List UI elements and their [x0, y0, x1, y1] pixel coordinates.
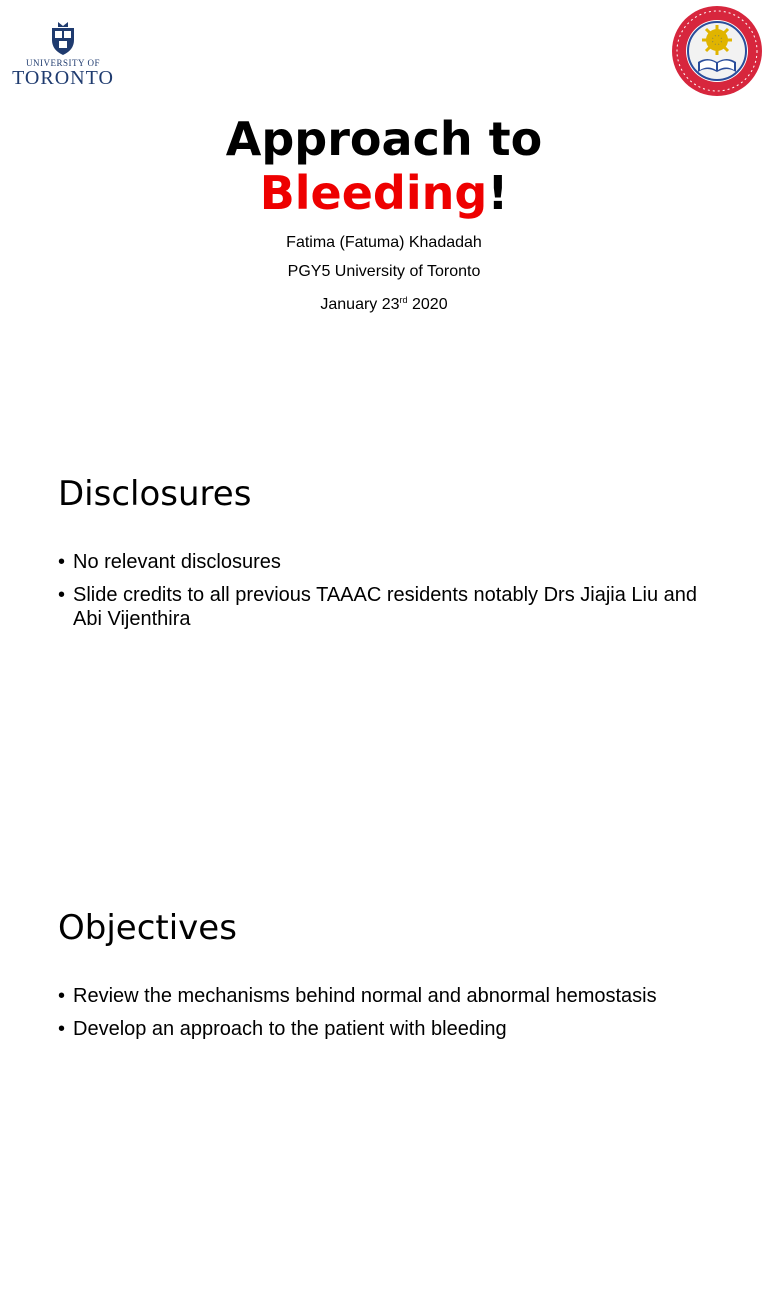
- list-item: • No relevant disclosures: [58, 550, 708, 574]
- author-name: Fatima (Fatuma) Khadadah: [286, 234, 482, 251]
- slide-heading: Objectives: [58, 908, 237, 948]
- title-exclamation: !: [487, 166, 509, 220]
- slide-heading: Disclosures: [58, 474, 252, 514]
- title-accent-word: Bleeding: [259, 166, 488, 220]
- bullet-list: [58, 984, 708, 1050]
- logo-text-line2: TORONTO: [12, 67, 114, 89]
- bullet-list: [58, 550, 708, 640]
- university-of-toronto-logo: [10, 22, 116, 102]
- addis-ababa-university-logo: [670, 4, 764, 98]
- date-prefix: January 23: [320, 296, 400, 313]
- crest-icon: [50, 22, 76, 56]
- presentation-title: [0, 112, 768, 220]
- date-suffix: 2020: [407, 296, 448, 313]
- list-item: • Develop an approach to the patient with bleeding: [58, 1017, 708, 1041]
- list-item: • Slide credits to all previous TAAAC residents notably Drs Jiajia Liu and Abi Vijenthira: [58, 583, 708, 631]
- date-ordinal: rd: [399, 295, 408, 305]
- title-line2: [0, 166, 768, 220]
- disclosures-slide: [0, 434, 768, 866]
- objectives-slide: [0, 868, 768, 1300]
- addis-ababa-university-seal-icon: [670, 4, 764, 98]
- logo-text-line1: UNIVERSITY OF: [26, 58, 100, 68]
- list-item: • Review the mechanisms behind normal and abnormal hemostasis: [58, 984, 708, 1008]
- title-slide: [0, 0, 768, 432]
- presentation-subtitle: [0, 228, 768, 319]
- author-affiliation: PGY5 University of Toronto: [287, 263, 481, 280]
- title-line1: Approach to: [225, 112, 543, 166]
- presentation-date: [0, 286, 768, 319]
